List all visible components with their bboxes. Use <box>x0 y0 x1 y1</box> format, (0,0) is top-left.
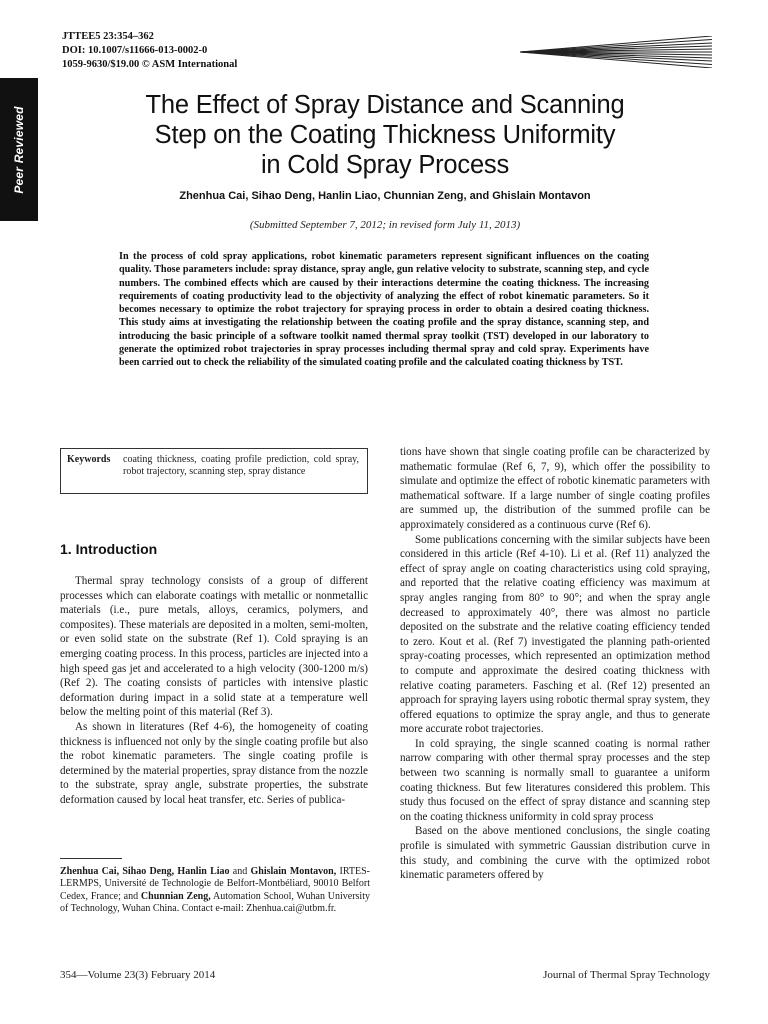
journal-lines-logo <box>520 36 712 68</box>
price-line: 1059-9630/$19.00 © ASM International <box>62 59 238 70</box>
page-footer-volume: 354—Volume 23(3) February 2014 <box>60 969 216 981</box>
left-column <box>60 574 368 808</box>
affiliation-text: Automation School, Wuhan University of Technology, Wuhan China. Contact e-mail: Zhenhua.cai@utbm.fr. <box>60 890 370 914</box>
paragraph: Based on the above mentioned conclusions, the single coating profile is simulated with symmetric Gaussian distribution curve in this study, and combining the curve with the optimized robot kinematic parameters offered by <box>400 825 710 882</box>
affiliation-text: IRTES- LERMPS, Université de Technologie de Belfort-Montbéliard, 90010 Belfort Cedex, France; and <box>60 866 370 902</box>
affiliation-names: Ghislain Montavon, <box>250 866 337 877</box>
paragraph: In cold spraying, the single scanned coating is normal rather narrow comparing with other thermal spray processes and the step between two scanning is normally small to guarantee a uniform coating thickness. But few literatures considered this problem. This study thus focused on the effect of spray distance and scanning step on the coating thickness uniformity in cold spray process <box>400 737 710 823</box>
footnote-divider <box>60 858 122 859</box>
author-list: Zhenhua Cai, Sihao Deng, Hanlin Liao, Chunnian Zeng, and Ghislain Montavon <box>179 190 591 202</box>
paragraph: Thermal spray technology consists of a group of different processes which can elaborate coatings with metallic or nonmetallic materials (i.e., pure metals, alloys, ceramics, polymers, and composites). These materials are deposited in a molten, semi-molten, or even solid state on the substrate (Ref 1). Cold spraying is an emerging coating process. In this process, particles are injected into a high speed gas jet and accelerated to a high velocity (300-1200 m/s) (Ref 2). The coating consists of particles with intensive plastic deformation during impact in a solid state at a temperature well below the melting point of this material (Ref 3). <box>60 575 368 719</box>
publication-meta <box>62 30 237 72</box>
title-line: Step on the Coating Thickness Uniformity <box>154 121 616 149</box>
keywords-text: coating thickness, coating profile prediction, cold spray, robot trajectory, scanning step, spray distance <box>123 454 359 478</box>
affiliation-names: Chunnian Zeng, <box>140 890 211 902</box>
journal-code: JTTEE5 23:354–362 <box>62 31 154 42</box>
paragraph: tions have shown that single coating profile can be characterized by mathematic formulae (Ref 6, 7, 9), which offer the possibility to simulate and optimize the effect of robotic kinematic parameters with mathematical software. If a large number of single coating profiles are summed up, the distribution of the summed profile can be approximately considered as a continuous curve (Ref 6). <box>400 446 710 531</box>
peer-reviewed-sidebar <box>0 78 38 221</box>
paragraph: As shown in literatures (Ref 4-6), the homogeneity of coating thickness is influenced not only by the single coating profile but also the robot kinematic parameters. The single coating profile is determined by the material properties, spray distance from the nozzle to the substrate, spray angle, substrate properties, the substrate deformation caused by local heat transfer, etc. Series of publica- <box>60 720 368 806</box>
author-affiliation <box>60 866 370 915</box>
section-heading-introduction: 1. Introduction <box>60 541 158 557</box>
page-footer-journal: Journal of Thermal Spray Technology <box>543 969 710 981</box>
title-line: in Cold Spray Process <box>260 151 510 179</box>
affiliation-names: Zhenhua Cai, Sihao Deng, Hanlin Liao <box>60 866 230 877</box>
paragraph: Some publications concerning with the similar subjects have been considered in this article (Ref 4-10). Li et al. (Ref 11) analyzed the effect of spray angle on coating characteristics using cold spraying, and reported that the relative coating efficiency was maximum at spray angles ranging from 80° to 90°; and when the spray angle decreased to approximately 40°, there was almost no particle deposited on the substrate and the relative coating efficiency tended to zero. Kout et al. (Ref 7) investigated the planning path-oriented spray-coating processes, which represented an optimization method to compute and approximate the desired coating thickness with relative coating parameters. Fasching et al. (Ref 12) presented an approach for spraying layers using robotic thermal spray system, they offered equations to optimize the spray angle, and thus to generate more accurate robot trajectories. <box>400 533 710 736</box>
peer-reviewed-label: Peer Reviewed <box>12 105 26 194</box>
title-line: The Effect of Spray Distance and Scanning <box>145 91 625 119</box>
keywords-box <box>60 448 368 494</box>
keywords-label: Keywords <box>67 454 111 465</box>
affiliation-conjunction: and <box>229 866 251 877</box>
right-column <box>400 445 710 883</box>
submission-dates: (Submitted September 7, 2012; in revised form July 11, 2013) <box>249 219 521 231</box>
doi: DOI: 10.1007/s11666-013-0002-0 <box>62 45 208 56</box>
paper-title <box>70 90 700 180</box>
abstract: In the process of cold spray applications, robot kinematic parameters represent significant influences on the coating quality. Those parameters include: spray distance, spray angle, gun relative velocity to substrate, scanning step, and cycle numbers. The combined effects which are caused by their interactions determine the coating thickness. The increasing requirements of coating productivity lead to the objectivity of analyzing the effect of robot kinematic parameters. So it becomes necessary to optimize the robot trajectory for spraying process in order to obtain a desired coating thickness. This study aims at investigating the relationship between the coating profile and the spray distance, scanning step, and introducing the basic principle of a software toolkit named thermal spray toolkit (TST) developed in our laboratory to generate the optimized robot trajectories in spray processes including thermal spray and cold spray. Experiments have been carried out to check the reliability of the simulated coating profile and the calculated coating thickness by TST. <box>119 251 649 369</box>
